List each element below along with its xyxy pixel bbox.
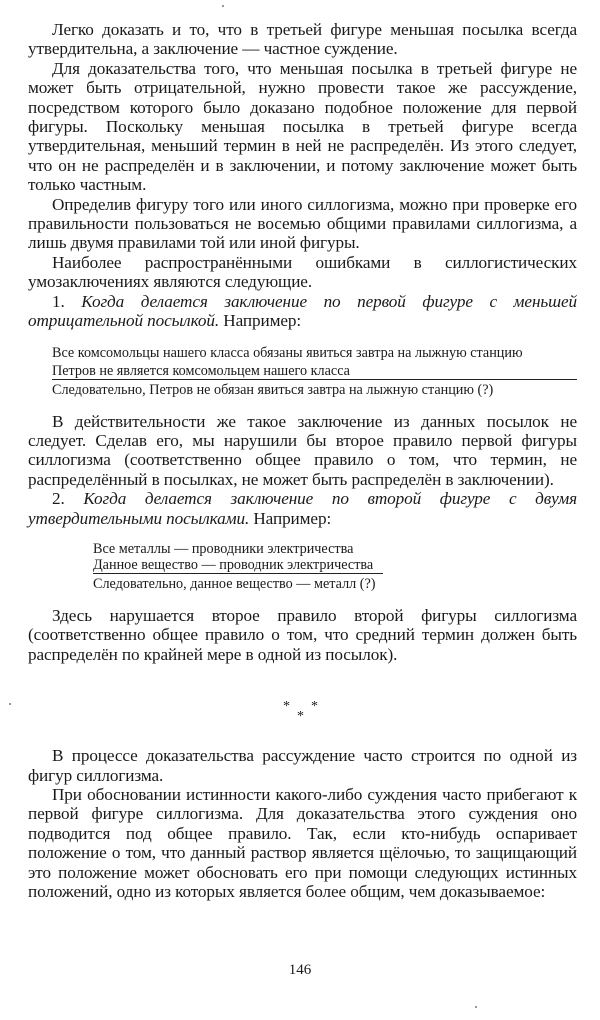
paragraph-after-example-2: Здесь нарушается второе правило второй фигуры силлогизма (соответственно общее правило о том, что средний термин должен быть распределён по крайней мере в одной из посылок). (28, 605, 577, 664)
paragraph-common-errors: Наиболее распространёнными ошибками в силлогистических умозаключениях являются следующие. (28, 252, 577, 292)
asterisk-icon: * (283, 699, 290, 715)
paragraph-after-example-1: В действительности же такое заключение из данных посылок не следует. Сделав его, мы нарушили бы второе правило первой фигуры силлогизма (соответственно общее правило о том, что термин, не распределённый в посылках, не может быть распределён в заключении). (28, 411, 577, 489)
section-separator-asterisks (28, 699, 577, 726)
syllogism-1 (28, 345, 577, 398)
asterisk-icon: * (311, 699, 318, 715)
error-1-tail: Например: (219, 311, 302, 331)
syllogism-2-premise-1: Все металлы — проводники электричества (93, 540, 354, 557)
error-1-heading (28, 292, 577, 331)
paragraph-first-figure-justification: При обосновании истинности какого-либо суждения часто прибегают к первой фигуре силлогизма. Для доказательства этого суждения оно подводится под общее правило. Так, если кто-нибудь оспаривает положение о том, что данный раствор является щёлочью, то защищающий это положение может обосновать его при помощи следующих истинных положений, одно из которых является более общим, чем доказываемое: (28, 784, 577, 901)
syllogism-1-conclusion: Следовательно, Петров не обязан явиться завтра на лыжную станцию (?) (52, 379, 577, 398)
error-1-number: 1. (52, 291, 65, 311)
error-2-tail: Например: (249, 508, 332, 528)
paragraph-checking-rules: Определив фигуру того или иного силлогизма, можно при проверке его правильности пользоваться не восемью общими правилами силлогизма, а лишь двумя правилами той или иной фигуры. (28, 194, 577, 253)
scan-speck (222, 5, 224, 7)
scan-speck (9, 703, 11, 705)
page-number: 146 (288, 962, 312, 978)
syllogism-2-conclusion: Следовательно, данное вещество — металл (?) (93, 573, 383, 592)
syllogism-1-premise-2: Петров не является комсомольцем нашего класса (52, 362, 350, 379)
paragraph-proof-by-figure: В процессе доказательства рассуждение часто строится по одной из фигур силлогизма. (28, 746, 577, 785)
error-1-italic-text: Когда делается заключение по первой фигуре с меньшей отрицательной посылкой. (28, 291, 578, 331)
paragraph-third-figure-minor-premise: Легко доказать и то, что в третьей фигуре меньшая посылка всегда утвердительна, а заключение — частное суждение. (28, 20, 577, 59)
error-2-number: 2. (52, 489, 65, 509)
syllogism-2 (93, 541, 383, 592)
error-2-italic-text: Когда делается заключение по второй фигуре с двумя утвердительными посылками. (28, 489, 577, 528)
asterisk-icon: * (297, 709, 304, 725)
syllogism-2-premise-2: Данное вещество — проводник электричества (93, 556, 374, 573)
book-page (28, 20, 577, 901)
syllogism-1-premise-1: Все комсомольцы нашего класса обязаны явиться завтра на лыжную станцию (52, 344, 523, 361)
error-2-heading (28, 489, 577, 528)
scan-speck (475, 1006, 477, 1008)
paragraph-proof-third-figure: Для доказательства того, что меньшая посылка в третьей фигуре не может быть отрицательной, нужно провести такое же рассуждение, посредством которого было доказано подобное положение для первой фигуры. Поскольку меньшая посылка в третьей фигуре всегда утвердительная, меньший термин в ней не распределён. Из этого следует, что он не распределён и в заключении, и потому заключение может быть только частным. (28, 58, 577, 195)
